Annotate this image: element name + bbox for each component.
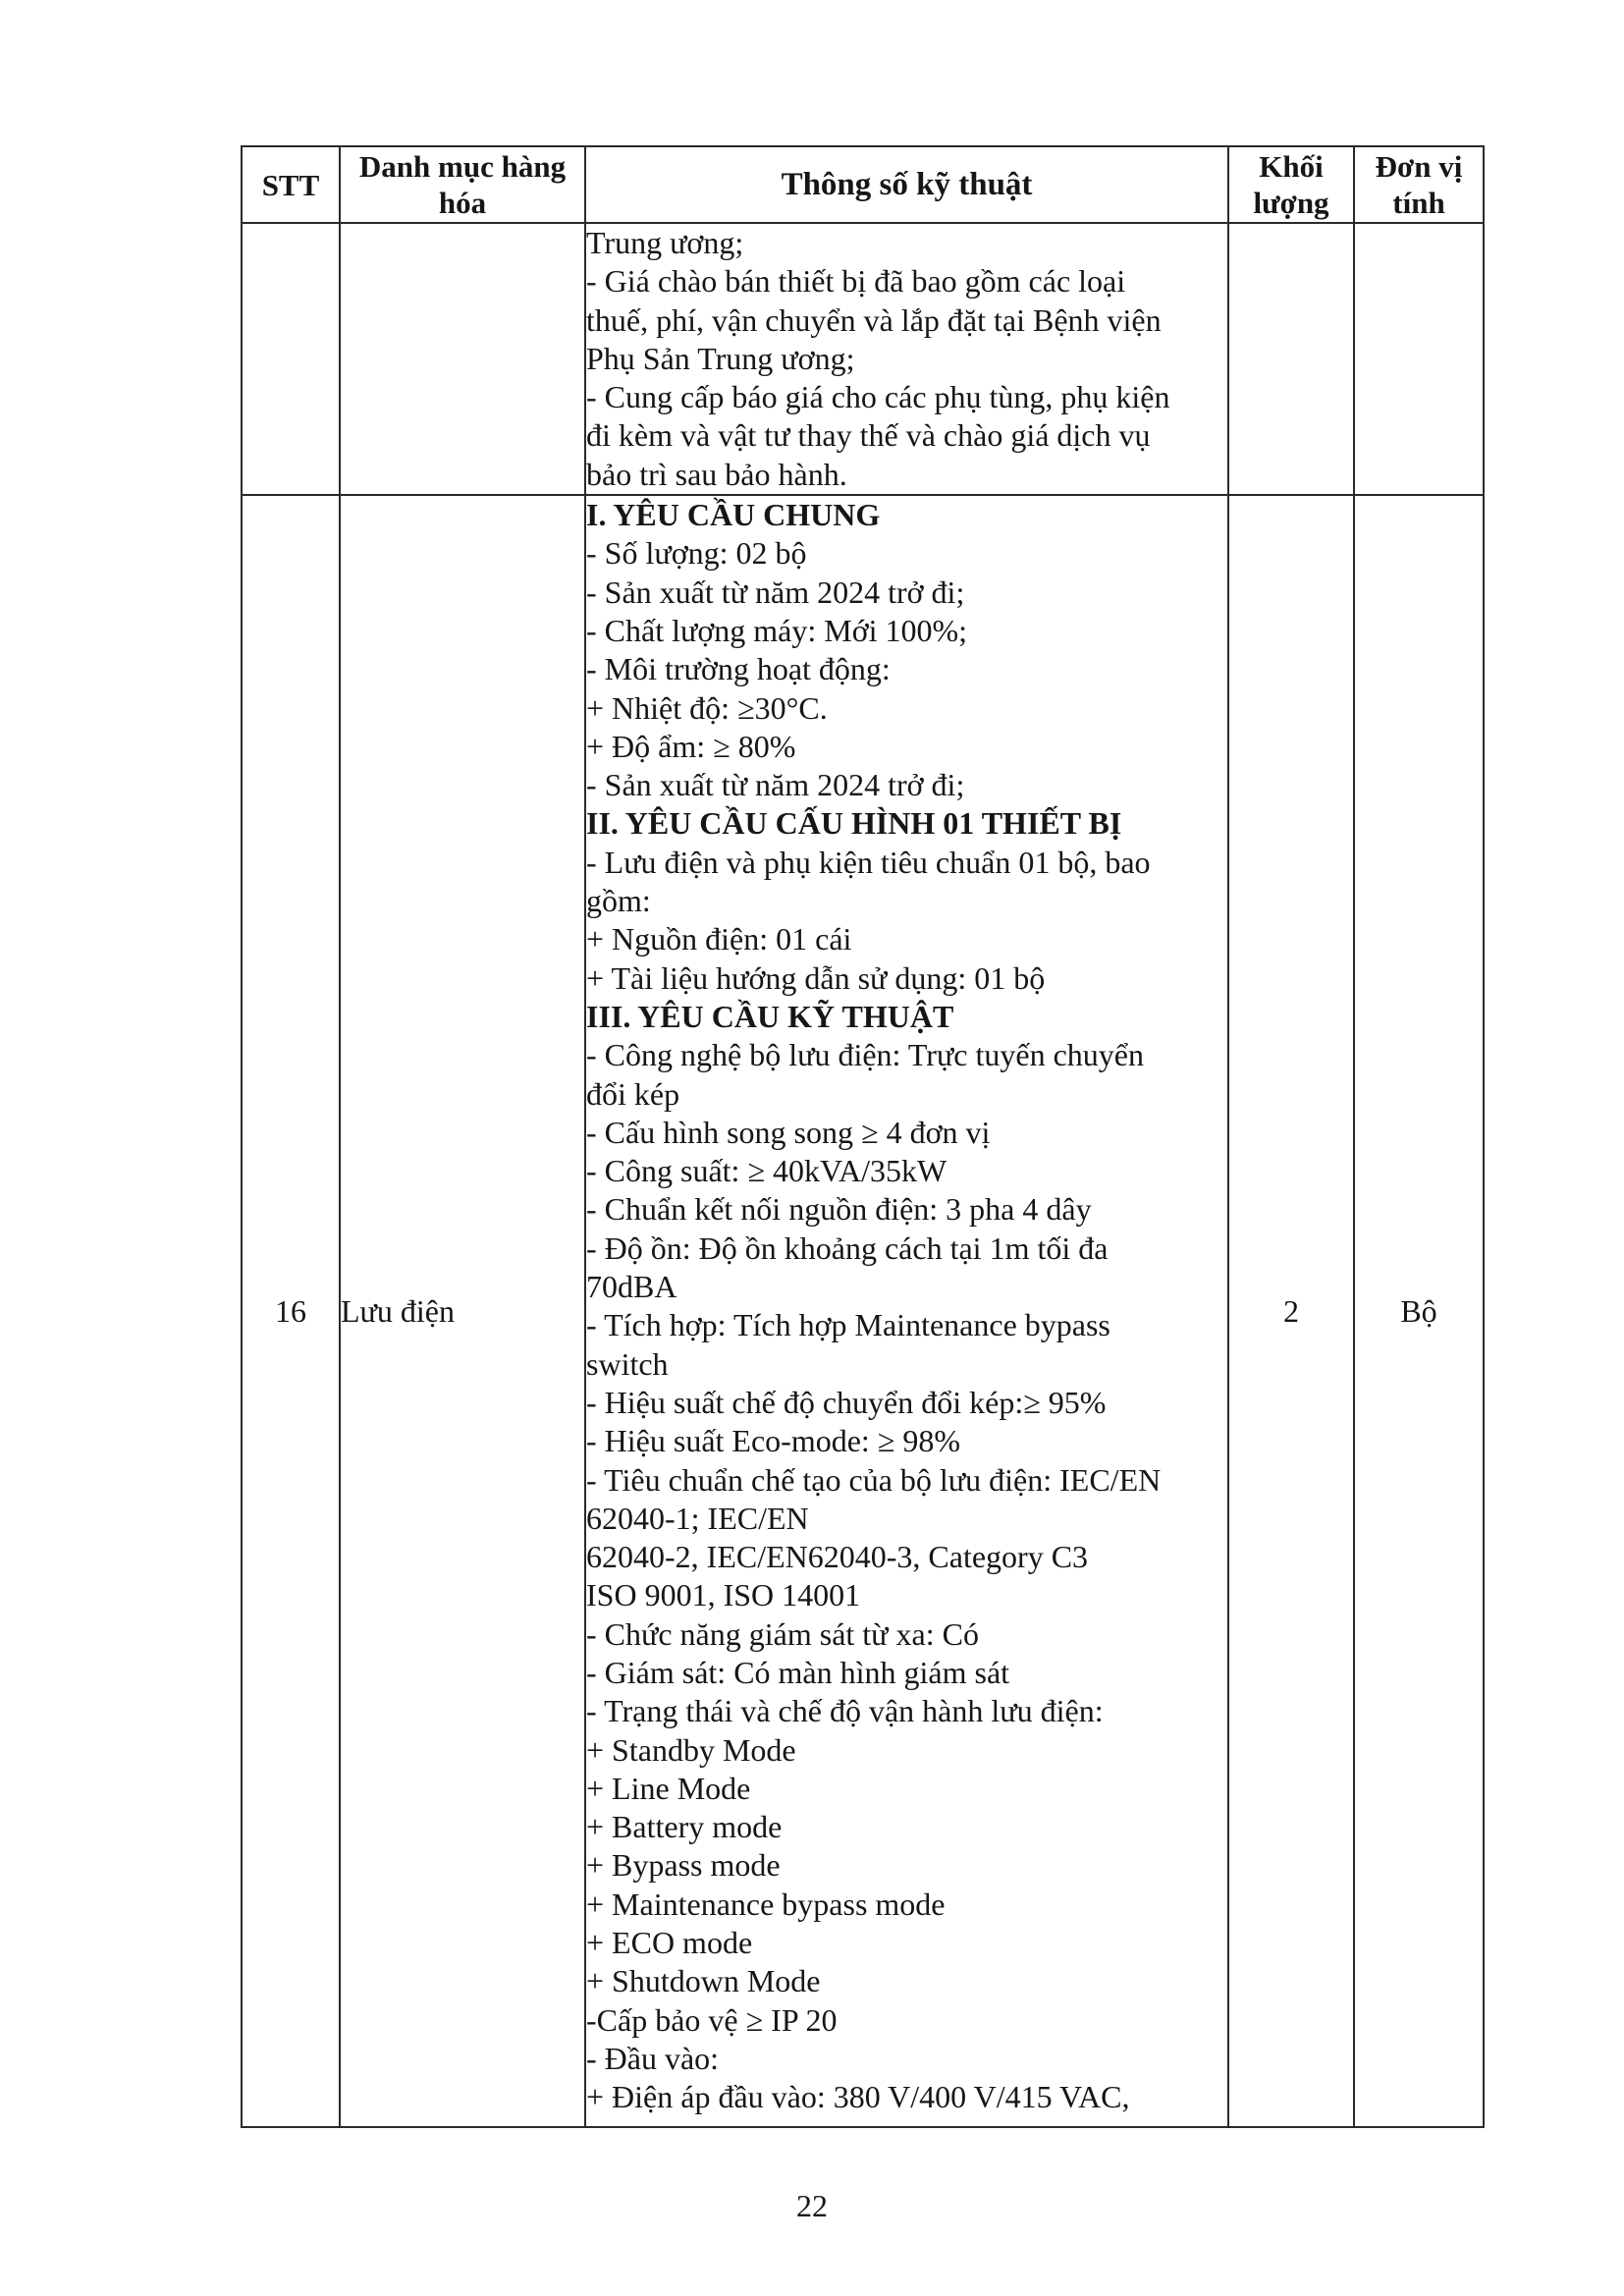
item-spec-lines — [586, 496, 1227, 2116]
spec-line: - Môi trường hoạt động: — [586, 651, 891, 687]
table-header-row — [242, 146, 1484, 223]
item-name: Lưu điện — [340, 495, 585, 2127]
header-quantity: Khối lượng — [1228, 146, 1354, 223]
header-unit: Đơn vị tính — [1354, 146, 1484, 223]
spec-line: thuế, phí, vận chuyển và lắp đặt tại Bệnh viện — [586, 301, 1162, 338]
specification-table — [241, 145, 1485, 2128]
spec-line: - Tiêu chuẩn chế tạo của bộ lưu điện: IEC/EN — [586, 1461, 1162, 1498]
header-stt: STT — [242, 146, 340, 223]
spec-section-heading: III. YÊU CẦU KỸ THUẬT — [586, 998, 954, 1034]
spec-line: 70dBA — [586, 1269, 677, 1305]
spec-line: -Cấp bảo vệ ≥ IP 20 — [586, 2001, 838, 2038]
spec-line: - Độ ồn: Độ ồn khoảng cách tại 1m tối đa — [586, 1230, 1109, 1266]
spec-line: - Sản xuất từ năm 2024 trở đi; — [586, 574, 965, 610]
spec-line: switch — [586, 1345, 669, 1382]
spec-line: đổi kép — [586, 1075, 680, 1112]
spec-line: - Công nghệ bộ lưu điện: Trực tuyến chuyển — [586, 1037, 1144, 1073]
spec-section-heading: II. YÊU CẦU CẤU HÌNH 01 THIẾT BỊ — [586, 805, 1122, 842]
spec-line: + Điện áp đầu vào: 380 V/400 V/415 VAC, — [586, 2079, 1130, 2115]
spec-line: - Số lượng: 02 bộ — [586, 535, 807, 572]
spec-line: gồm: — [586, 883, 651, 919]
item-unit: Bộ — [1354, 495, 1484, 2127]
spec-line: + ECO mode — [586, 1925, 753, 1961]
spec-line: + Bypass mode — [586, 1847, 781, 1884]
spec-line: + Standby Mode — [586, 1731, 796, 1768]
spec-section-heading: I. YÊU CẦU CHUNG — [586, 497, 881, 533]
spec-line: - Cung cấp báo giá cho các phụ tùng, phụ kiện — [586, 379, 1170, 415]
spec-line: - Lưu điện và phụ kiện tiêu chuẩn 01 bộ, bao — [586, 844, 1151, 880]
spec-line: + Nhiệt độ: ≥30°C. — [586, 689, 828, 726]
spec-line: - Giám sát: Có màn hình giám sát — [586, 1654, 1010, 1690]
table-row-continuation — [242, 223, 1484, 495]
cont-quantity-cell — [1228, 223, 1354, 495]
cont-unit-cell — [1354, 223, 1484, 495]
item-spec-cell — [585, 495, 1228, 2127]
item-quantity: 2 — [1228, 495, 1354, 2127]
spec-line: + Nguồn điện: 01 cái — [586, 921, 852, 957]
spec-line: + Tài liệu hướng dẫn sử dụng: 01 bộ — [586, 959, 1046, 996]
spec-line: - Hiệu suất chế độ chuyển đổi kép:≥ 95% — [586, 1384, 1107, 1420]
spec-line: + Độ ẩm: ≥ 80% — [586, 728, 796, 764]
spec-line: - Tích hợp: Tích hợp Maintenance bypass — [586, 1307, 1110, 1343]
spec-line: 62040-1; IEC/EN — [586, 1500, 809, 1536]
spec-line: ISO 9001, ISO 14001 — [586, 1577, 861, 1613]
spec-line: Phụ Sản Trung ương; — [586, 340, 855, 376]
cont-spec-lines — [586, 224, 1227, 494]
spec-line: bảo trì sau bảo hành. — [586, 456, 847, 492]
header-item: Danh mục hàng hóa — [340, 146, 585, 223]
header-spec: Thông số kỹ thuật — [585, 146, 1228, 223]
spec-line: + Line Mode — [586, 1770, 751, 1806]
spec-line: - Hiệu suất Eco-mode: ≥ 98% — [586, 1423, 961, 1459]
spec-line: - Sản xuất từ năm 2024 trở đi; — [586, 767, 965, 803]
spec-line: - Cấu hình song song ≥ 4 đơn vị — [586, 1114, 991, 1150]
spec-line: + Maintenance bypass mode — [586, 1886, 946, 1922]
page-number: 22 — [796, 2188, 828, 2223]
spec-line: đi kèm và vật tư thay thế và chào giá dịch vụ — [586, 417, 1151, 454]
table-row — [242, 495, 1484, 2127]
cont-stt-cell — [242, 223, 340, 495]
spec-line: - Đầu vào: — [586, 2040, 720, 2076]
spec-line: - Chức năng giám sát từ xa: Có — [586, 1615, 979, 1652]
spec-line: + Shutdown Mode — [586, 1963, 821, 1999]
spec-line: Trung ương; — [586, 225, 744, 260]
spec-line: - Chuẩn kết nối nguồn điện: 3 pha 4 dây — [586, 1191, 1092, 1228]
cont-item-cell — [340, 223, 585, 495]
spec-line: - Chất lượng máy: Mới 100%; — [586, 612, 968, 648]
spec-line: 62040-2, IEC/EN62040-3, Category C3 — [586, 1539, 1089, 1575]
spec-line: - Công suất: ≥ 40kVA/35kW — [586, 1153, 947, 1189]
spec-line: - Trạng thái và chế độ vận hành lưu điện: — [586, 1693, 1104, 1729]
spec-line: - Giá chào bán thiết bị đã bao gồm các loại — [586, 263, 1126, 300]
cont-spec-cell — [585, 223, 1228, 495]
item-stt: 16 — [242, 495, 340, 2127]
spec-line: + Battery mode — [586, 1809, 783, 1845]
